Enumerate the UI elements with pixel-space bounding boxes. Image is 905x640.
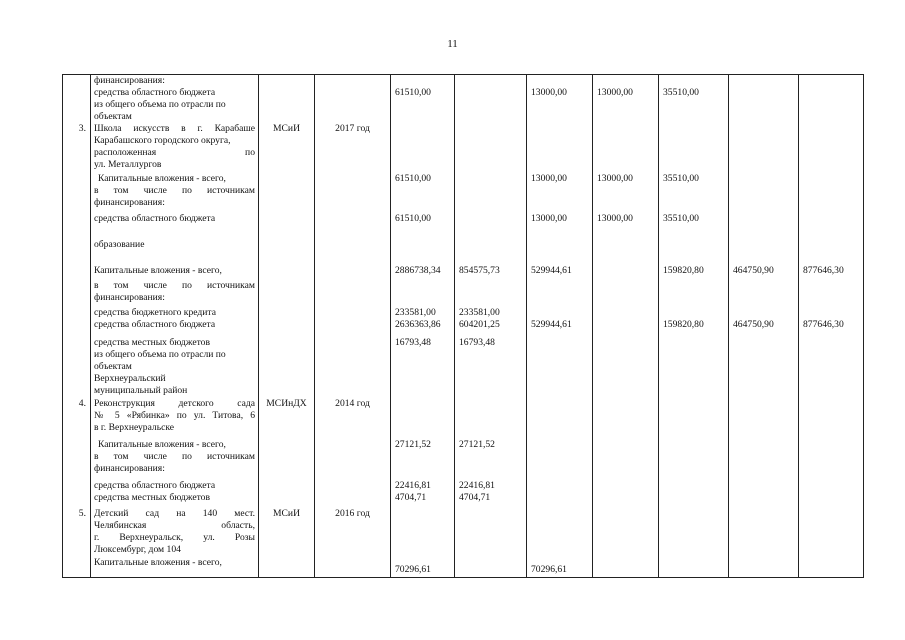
item-number: 5.	[78, 508, 86, 519]
row-name-line: в том числе по источникам	[94, 185, 255, 196]
value-total: 61510,00	[395, 87, 431, 98]
row-name-line: в том числе по источникам	[94, 280, 255, 291]
row-name-line: объектам	[94, 361, 132, 372]
row-name-line: в г. Верхнеуральске	[94, 422, 175, 433]
value-total: 22416,81	[395, 480, 431, 491]
row-name-line: № 5 «Рябинка» по ул. Титова, 6	[94, 410, 255, 421]
row-name-line: ул. Металлургов	[94, 159, 162, 170]
row-name-line: средства бюджетного кредита	[94, 307, 216, 318]
value-c5: 159820,80	[663, 319, 704, 330]
value-c4: 13000,00	[597, 173, 633, 184]
value-total: 4704,71	[395, 492, 427, 503]
row-name-line: финансирования:	[94, 292, 165, 303]
column-executor	[259, 75, 314, 577]
value-c5: 35510,00	[663, 87, 699, 98]
column-value-3	[527, 75, 592, 577]
row-name-line: средства областного бюджета	[94, 319, 216, 330]
row-name-line: Люксембург, дом 104	[94, 544, 181, 555]
value-c7: 877646,30	[803, 319, 844, 330]
row-name-line: средства местных бюджетов	[94, 337, 210, 348]
column-value-2	[455, 75, 526, 577]
value-c2: 604201,25	[459, 319, 500, 330]
table-body-row	[63, 75, 864, 578]
value-c6: 464750,90	[733, 319, 774, 330]
row-name-line: в том числе по источникам	[94, 451, 255, 462]
item-number: 3.	[78, 123, 86, 134]
value-c2: 233581,00	[459, 307, 500, 318]
executor: МСиИ	[273, 508, 300, 519]
row-name-line: Челябинская область,	[94, 520, 255, 531]
row-name-line: средства областного бюджета	[94, 480, 216, 491]
column-total	[391, 75, 454, 577]
value-c2: 4704,71	[459, 492, 491, 503]
column-item-number	[63, 75, 90, 577]
value-c4: 13000,00	[597, 213, 633, 224]
row-name-line: Школа искусств в г. Карабаше	[94, 123, 255, 134]
value-c3: 13000,00	[531, 213, 567, 224]
value-c5: 159820,80	[663, 265, 704, 276]
row-name-line: Детский сад на 140 мест.	[94, 508, 255, 519]
page-number: 11	[447, 38, 458, 50]
executor: МСИнДХ	[266, 398, 307, 409]
value-total: 2886738,34	[395, 265, 441, 276]
item-number: 4.	[78, 398, 86, 409]
row-name-line: Верхнеуральский	[94, 373, 166, 384]
value-c3: 13000,00	[531, 173, 567, 184]
value-c2: 854575,73	[459, 265, 500, 276]
row-name-line: из общего объема по отрасли по	[94, 99, 226, 110]
row-name-line: средства местных бюджетов	[94, 492, 210, 503]
row-name-line: финансирования:	[94, 75, 165, 86]
value-c5: 35510,00	[663, 173, 699, 184]
row-name-line: Капитальные вложения - всего,	[98, 439, 226, 450]
row-name-line: Капитальные вложения - всего,	[94, 265, 222, 276]
value-c5: 35510,00	[663, 213, 699, 224]
value-total: 16793,48	[395, 337, 431, 348]
column-value-6	[729, 75, 798, 577]
row-name-line: финансирования:	[94, 463, 165, 474]
value-c3: 529944,61	[531, 265, 572, 276]
row-name-line: Капитальные вложения - всего,	[94, 557, 222, 568]
value-total: 2636363,86	[395, 319, 441, 330]
column-year	[315, 75, 390, 577]
row-name-line: объектам	[94, 111, 132, 122]
row-name-line: муниципальный район	[94, 385, 188, 396]
row-name-line: Реконструкция детского сада	[94, 398, 255, 409]
executor: МСиИ	[273, 123, 300, 134]
value-c7: 877646,30	[803, 265, 844, 276]
year: 2014 год	[335, 398, 370, 409]
value-c4: 13000,00	[597, 87, 633, 98]
budget-table	[62, 74, 864, 578]
value-total: 61510,00	[395, 173, 431, 184]
value-c3: 529944,61	[531, 319, 572, 330]
value-c2: 22416,81	[459, 480, 495, 491]
value-c2: 16793,48	[459, 337, 495, 348]
value-total: 70296,61	[395, 564, 431, 575]
row-name-line: расположенная по	[94, 147, 255, 158]
value-total: 233581,00	[395, 307, 436, 318]
row-name-line: Карабашского городского округа,	[94, 135, 231, 146]
row-name-line: образование	[94, 239, 145, 250]
column-value-5	[659, 75, 728, 577]
column-value-7	[799, 75, 863, 577]
row-name-line: средства областного бюджета	[94, 87, 216, 98]
value-c6: 464750,90	[733, 265, 774, 276]
row-name-line: средства областного бюджета	[94, 213, 216, 224]
row-name-line: из общего объема по отрасли по	[94, 349, 226, 360]
value-c3: 13000,00	[531, 87, 567, 98]
row-name-line: г. Верхнеуральск, ул. Розы	[94, 532, 255, 543]
row-name-line: Капитальные вложения - всего,	[98, 173, 226, 184]
year: 2016 год	[335, 508, 370, 519]
value-c2: 27121,52	[459, 439, 495, 450]
column-name	[91, 75, 258, 577]
year: 2017 год	[335, 123, 370, 134]
value-total: 61510,00	[395, 213, 431, 224]
value-c3: 70296,61	[531, 564, 567, 575]
row-name-line: финансирования:	[94, 197, 165, 208]
column-value-4	[593, 75, 658, 577]
value-total: 27121,52	[395, 439, 431, 450]
